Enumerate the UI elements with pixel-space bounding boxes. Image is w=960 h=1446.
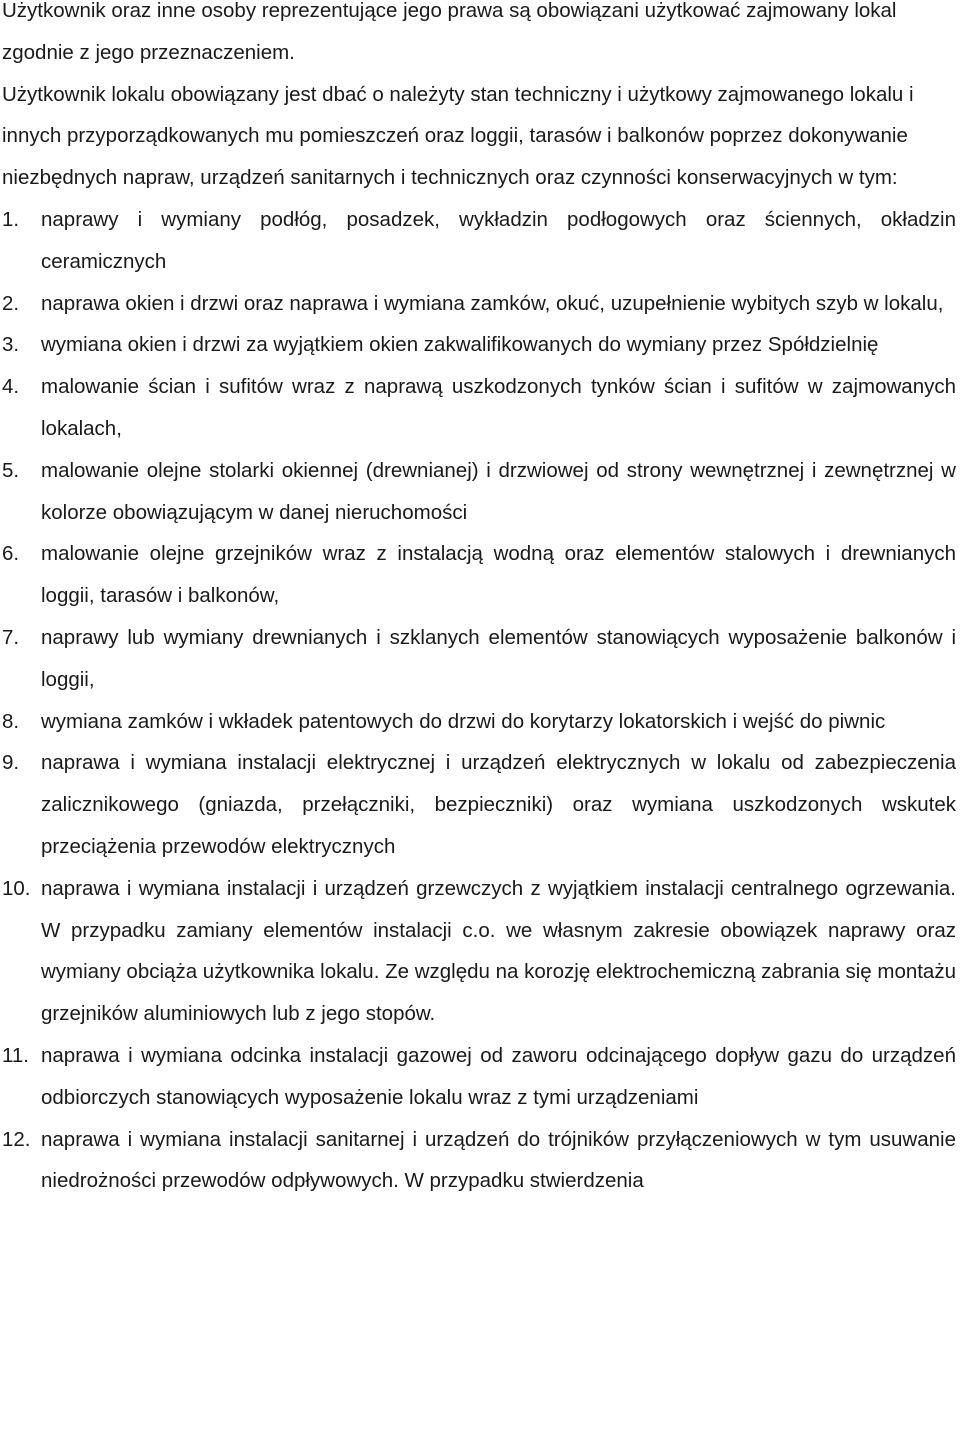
list-item-number: 10. (2, 876, 31, 900)
list-item-text: wymiana okien i drzwi za wyjątkiem okien zakwalifikowanych do wymiany przez Spółdzielnię (41, 333, 879, 357)
list-item-text: naprawa i wymiana instalacji i urządzeń grzewczych z wyjątkiem instalacji centralnego ogrzewania. W przypadku zamiany elementów instalacji c.o. we własnym zakresie obowiązek naprawy oraz wymiany obciąża użytkownika lokalu. Ze względu na korozję elektrochemiczną zabrania się montażu grzejników aluminiowych lub z jego stopów. (41, 876, 956, 1026)
list-item (2, 1119, 956, 1203)
list-item-number: 8. (2, 709, 20, 733)
list-item-number: 9. (2, 751, 20, 775)
list-item-number: 7. (2, 625, 20, 649)
list-item-number: 2. (2, 291, 20, 315)
list-item (2, 199, 956, 283)
list-item (2, 742, 956, 867)
list-item (2, 533, 956, 617)
list-item-number: 6. (2, 542, 20, 566)
list-item (2, 324, 956, 366)
list-item (2, 1035, 956, 1119)
list-item-text: naprawy lub wymiany drewnianych i szklanych elementów stanowiących wyposażenie balkonów i loggii, (41, 625, 956, 691)
list-item-text: malowanie ścian i sufitów wraz z naprawą uszkodzonych tynków ścian i sufitów w zajmowanych lokalach, (41, 375, 956, 440)
obligations-list (2, 199, 956, 1202)
list-item-text: malowanie olejne stolarki okiennej (drewnianej) i drzwiowej od strony wewnętrznej i zewnętrznej w kolorze obowiązującym w danej nieruchomości (41, 458, 956, 524)
list-item-number: 5. (2, 458, 20, 482)
intro-paragraph-1: Użytkownik oraz inne osoby reprezentujące jego prawa są obowiązani użytkować zajmowany lokal zgodnie z jego przeznaczeniem. (2, 0, 897, 64)
list-item-text: naprawa i wymiana instalacji elektrycznej i urządzeń elektrycznych w lokalu od zabezpieczenia zalicznikowego (gniazda, przełączniki, bezpieczniki) oraz wymiana uszkodzonych wskutek przeciążenia przewodów elektrycznych (41, 751, 956, 858)
list-item (2, 701, 956, 743)
list-item (2, 366, 956, 450)
intro-paragraph-2: Użytkownik lokalu obowiązany jest dbać o należyty stan techniczny i użytkowy zajmowanego lokalu i innych przyporządkowanych mu pomieszczeń oraz loggii, tarasów i balkonów poprzez dokonywanie niezbędnych napraw, urządzeń sanitarnych i technicznych oraz czynności konserwacyjnych w tym: (2, 82, 914, 190)
list-item-number: 11. (2, 1043, 29, 1067)
list-item-text: malowanie olejne grzejników wraz z instalacją wodną oraz elementów stalowych i drewnianych loggii, tarasów i balkonów, (41, 542, 956, 608)
list-item-text: naprawa okien i drzwi oraz naprawa i wymiana zamków, okuć, uzupełnienie wybitych szyb w lokalu, (41, 291, 944, 315)
list-item (2, 868, 956, 1035)
list-item (2, 283, 956, 325)
list-item-number: 1. (2, 207, 20, 231)
list-item (2, 450, 956, 534)
list-item-number: 4. (2, 375, 20, 399)
list-item-number: 12. (2, 1127, 31, 1151)
list-item-text: naprawy i wymiany podłóg, posadzek, wykładzin podłogowych oraz ściennych, okładzin ceramicznych (41, 207, 956, 273)
list-item-text: naprawa i wymiana instalacji sanitarnej i urządzeń do trójników przyłączeniowych w tym usuwanie niedrożności przewodów odpływowych. W przypadku stwierdzenia (41, 1127, 956, 1193)
list-item-text: wymiana zamków i wkładek patentowych do drzwi do korytarzy lokatorskich i wejść do piwnic (41, 709, 886, 733)
list-item-number: 3. (2, 333, 20, 357)
list-item (2, 617, 956, 701)
list-item-text: naprawa i wymiana odcinka instalacji gazowej od zaworu odcinającego dopływ gazu do urządzeń odbiorczych stanowiących wyposażenie lokalu wraz z tymi urządzeniami (41, 1043, 956, 1109)
